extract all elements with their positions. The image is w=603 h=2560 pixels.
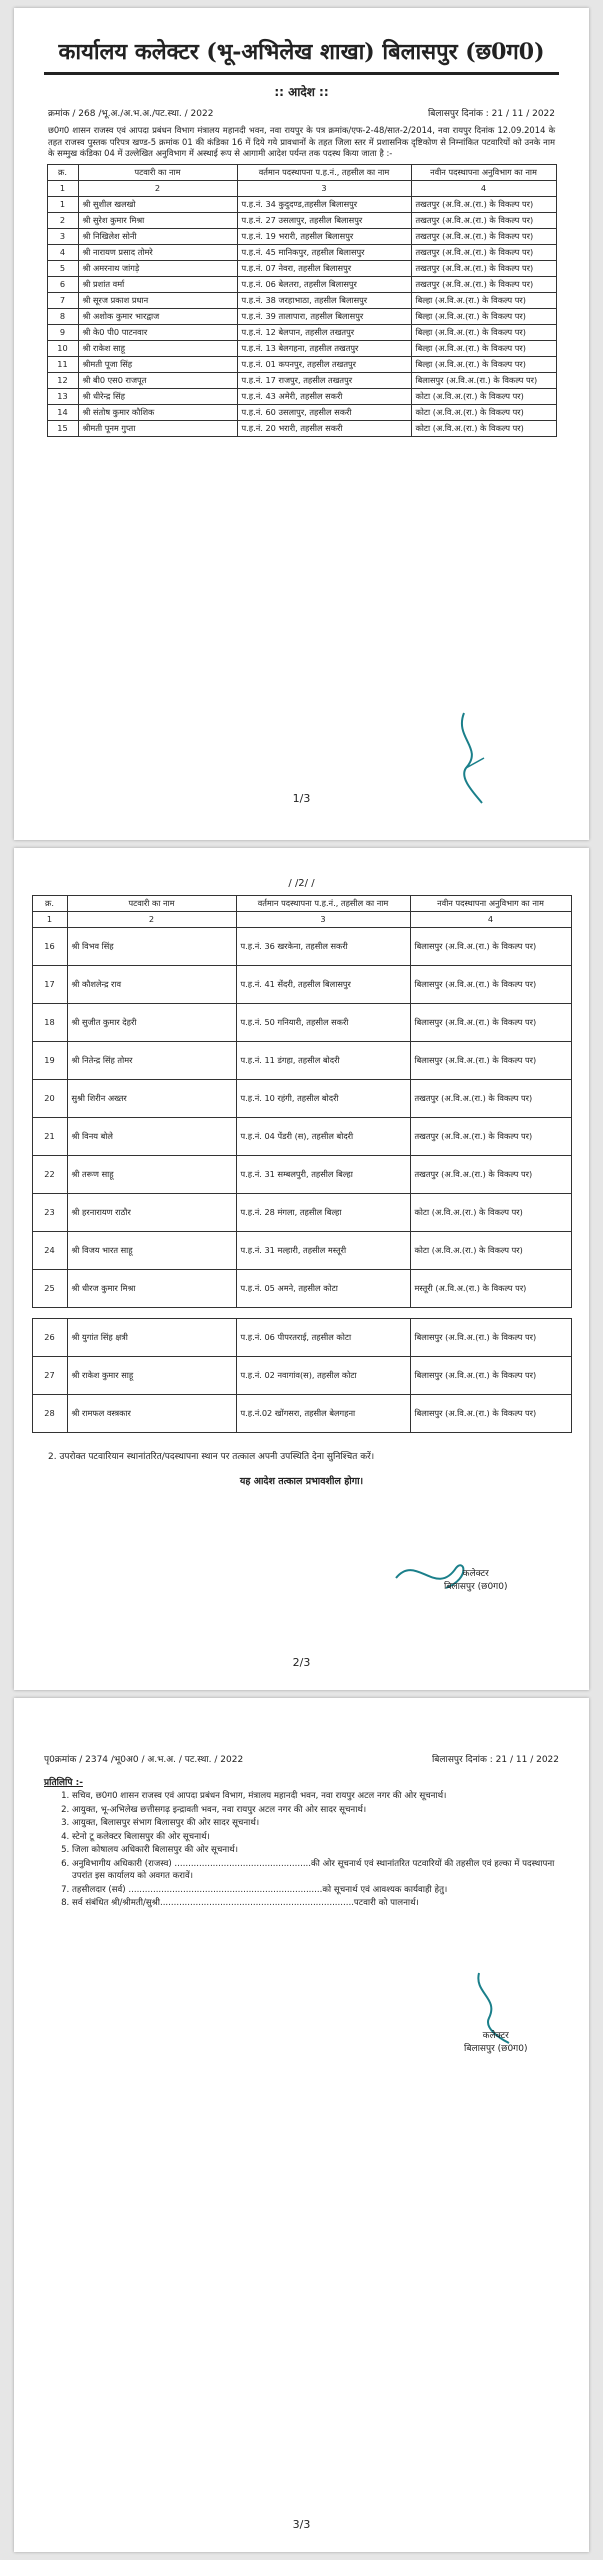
cell-serial: 12 (47, 372, 78, 388)
cell-new-posting: बिलासपुर (अ.वि.अ.(रा.) के विकल्प पर) (410, 928, 571, 966)
cell-name: श्री रामफल वस्त्रकार (67, 1395, 236, 1433)
cell-name: श्री हरनारायण राठौर (67, 1194, 236, 1232)
page-1 (14, 8, 589, 840)
cell-current-posting: प.ह.नं. 10 रहंगी, तहसील बोदरी (236, 1080, 410, 1118)
table-row (47, 244, 556, 260)
table-row (47, 404, 556, 420)
cell-current-posting: प.ह.नं. 43 अमेरी, तहसील सकरी (237, 388, 411, 404)
cell-name: श्री तरूण साहू (67, 1156, 236, 1194)
page-number: 3/3 (292, 2518, 311, 2531)
table-row (47, 292, 556, 308)
cell-new-posting: बिल्हा (अ.वि.अ.(रा.) के विकल्प पर) (411, 356, 556, 372)
cell-new-posting: बिलासपुर (अ.वि.अ.(रा.) के विकल्प पर) (410, 966, 571, 1004)
table-row (47, 420, 556, 436)
cell-current-posting: प.ह.नं. 01 कपनपुर, तहसील तखतपुर (237, 356, 411, 372)
col-header-name: पटवारी का नाम (78, 164, 237, 180)
reference-line (44, 1752, 559, 1765)
cell-name: श्री राकेश कुमार साहू (67, 1357, 236, 1395)
cell-serial: 14 (47, 404, 78, 420)
cell-new-posting: मस्तूरी (अ.वि.अ.(रा.) के विकल्प पर) (410, 1270, 571, 1308)
cell-name: श्री नारायण प्रसाद तोमरे (78, 244, 237, 260)
cell-new-posting: तखतपुर (अ.वि.अ.(रा.) के विकल्प पर) (411, 228, 556, 244)
order-heading: :: आदेश :: (274, 85, 329, 99)
cell-current-posting: प.ह.नं. 60 उसलापुर, तहसील सकरी (237, 404, 411, 420)
table-row (32, 1319, 571, 1357)
cell-new-posting: तखतपुर (अ.वि.अ.(रा.) के विकल्प पर) (411, 196, 556, 212)
table-row (47, 260, 556, 276)
cell-name: श्रीमती पूनम गुप्ता (78, 420, 237, 436)
cell-current-posting: प.ह.नं. 36 खरकेना, तहसील सकरी (236, 928, 410, 966)
col-number: 3 (237, 180, 411, 196)
table-row (32, 1080, 571, 1118)
col-header-current: वर्तमान पदस्थापना प.ह.नं., तहसील का नाम (237, 164, 411, 180)
table-row (32, 966, 571, 1004)
cell-current-posting: प.ह.नं. 02 नवागांव(स), तहसील कोटा (236, 1357, 410, 1395)
page-header: / /2/ / (288, 878, 315, 889)
cell-name: श्री सुशील खलखो (78, 196, 237, 212)
cell-current-posting: प.ह.नं. 07 नेवरा, तहसील बिलासपुर (237, 260, 411, 276)
cell-serial: 21 (32, 1118, 67, 1156)
cell-serial: 9 (47, 324, 78, 340)
cell-current-posting: प.ह.नं. 34 कुदुदण्ड,तहसील बिलासपुर (237, 196, 411, 212)
cell-name: श्री विभव सिंह (67, 928, 236, 966)
table-gap (32, 1308, 571, 1319)
cell-name: श्री युगांत सिंह क्षत्री (67, 1319, 236, 1357)
cell-new-posting: तखतपुर (अ.वि.अ.(रा.) के विकल्प पर) (411, 212, 556, 228)
table-row (47, 372, 556, 388)
cell-current-posting: प.ह.नं. 31 मल्हारी, तहसील मस्तूरी (236, 1232, 410, 1270)
col-header-new: नवीन पदस्थापना अनुविभाग का नाम (410, 896, 571, 912)
cell-serial: 20 (32, 1080, 67, 1118)
reference-number: क्रमांक / 268 /भू.अ./अ.भ.अ./पट.स्था. / 2022 (48, 109, 214, 119)
signature-block (464, 2028, 528, 2054)
signer-place: बिलासपुर (छ0ग0) (464, 2044, 528, 2054)
cell-new-posting: तखतपुर (अ.वि.अ.(रा.) के विकल्प पर) (411, 260, 556, 276)
cell-current-posting: प.ह.नं. 28 मंगला, तहसील बिल्हा (236, 1194, 410, 1232)
table-row (32, 1118, 571, 1156)
instruction-paragraph: 2. उपरोक्त पटवारियान स्थानांतरित/पदस्थापना स्थान पर तत्काल अपनी उपस्थिति देना सुनिश्चित करें। (48, 1452, 375, 1462)
cell-current-posting: प.ह.नं. 06 पीपरतराई, तहसील कोटा (236, 1319, 410, 1357)
cell-new-posting: कोटा (अ.वि.अ.(रा.) के विकल्प पर) (410, 1194, 571, 1232)
cell-serial: 18 (32, 1004, 67, 1042)
col-number: 2 (67, 912, 236, 928)
cell-current-posting: प.ह.नं. 27 उसलापुर, तहसील बिलासपुर (237, 212, 411, 228)
cell-serial: 24 (32, 1232, 67, 1270)
copy-label: प्रतिलिपि :- (44, 1778, 83, 1788)
cell-name: श्री अमरनाथ जांगड़े (78, 260, 237, 276)
cell-current-posting: प.ह.नं. 41 सेंदरी, तहसील बिलासपुर (236, 966, 410, 1004)
cell-name: श्री निखिलेश सोनी (78, 228, 237, 244)
cell-name: श्री प्रशांत वर्मा (78, 276, 237, 292)
cell-new-posting: कोटा (अ.वि.अ.(रा.) के विकल्प पर) (411, 388, 556, 404)
table-row (47, 196, 556, 212)
col-number: 1 (32, 912, 67, 928)
col-header-current: वर्तमान पदस्थापना प.ह.नं., तहसील का नाम (236, 896, 410, 912)
cell-serial: 26 (32, 1319, 67, 1357)
copy-item: 2. आयुक्त, भू-अभिलेख छत्तीसगढ़ इन्द्रावती भवन, नवा रायपुर अटल नगर की ओर सादर सूचनार्थ। (72, 1804, 559, 1817)
patwari-table-2 (32, 895, 572, 1433)
copy-item: 1. सचिव, छ0ग0 शासन राजस्व एवं आपदा प्रबंधन विभाग, मंत्रालय महानदी भवन, नवा रायपुर अटल नगर की ओर सूचनार्थ। (72, 1790, 559, 1803)
cell-name: श्री विजय भारत साहू (67, 1232, 236, 1270)
cell-serial: 27 (32, 1357, 67, 1395)
table-row (47, 228, 556, 244)
cell-name: श्री नितेन्द्र सिंह तोमर (67, 1042, 236, 1080)
cell-new-posting: कोटा (अ.वि.अ.(रा.) के विकल्प पर) (410, 1232, 571, 1270)
cell-serial: 23 (32, 1194, 67, 1232)
cell-serial: 1 (47, 196, 78, 212)
page-number: 2/3 (292, 1656, 311, 1669)
cell-name: श्री सुरेश कुमार मिश्रा (78, 212, 237, 228)
cell-new-posting: कोटा (अ.वि.अ.(रा.) के विकल्प पर) (411, 420, 556, 436)
cell-new-posting: बिल्हा (अ.वि.अ.(रा.) के विकल्प पर) (411, 308, 556, 324)
cell-new-posting: बिल्हा (अ.वि.अ.(रा.) के विकल्प पर) (411, 324, 556, 340)
signer-title: कलेक्टर (482, 2031, 509, 2041)
copy-item: 5. जिला कोषालय अधिकारी बिलासपुर की ओर सूचनार्थ। (72, 1844, 559, 1857)
table-row (32, 928, 571, 966)
cell-serial: 2 (47, 212, 78, 228)
cell-name: श्री सूरज प्रकाश प्रधान (78, 292, 237, 308)
office-title: कार्यालय कलेक्टर (भू-अभिलेख शाखा) बिलासपुर (छ0ग0) (58, 39, 545, 65)
cell-current-posting: प.ह.नं. 45 मानिकपुर, तहसील बिलासपुर (237, 244, 411, 260)
patwari-table-1 (47, 164, 557, 437)
cell-name: श्री सुजीत कुमार देहरी (67, 1004, 236, 1042)
table-row (47, 324, 556, 340)
cell-serial: 5 (47, 260, 78, 276)
cell-name: सुश्री शिरीन अख्तर (67, 1080, 236, 1118)
table-row (47, 388, 556, 404)
table-row (32, 1194, 571, 1232)
cell-current-posting: प.ह.नं. 13 बेलगहना, तहसील तखतपुर (237, 340, 411, 356)
cell-new-posting: तखतपुर (अ.वि.अ.(रा.) के विकल्प पर) (411, 244, 556, 260)
cell-serial: 15 (47, 420, 78, 436)
signer-title: कलेक्टर (462, 1569, 489, 1579)
cell-serial: 8 (47, 308, 78, 324)
copy-item: 7. तहसीलदार (सर्व) .......................................................................को सूचनार्थ एवं आवश्यक कार्यवाही हेतु। (72, 1884, 559, 1897)
cell-new-posting: तखतपुर (अ.वि.अ.(रा.) के विकल्प पर) (411, 276, 556, 292)
reference-date: बिलासपुर दिनांक : 21 / 11 / 2022 (431, 1755, 559, 1765)
col-number: 2 (78, 180, 237, 196)
cell-new-posting: बिलासपुर (अ.वि.अ.(रा.) के विकल्प पर) (411, 372, 556, 388)
copy-list (72, 1790, 559, 1910)
cell-name: श्री विनय बोले (67, 1118, 236, 1156)
cell-current-posting: प.ह.नं. 05 अमने, तहसील कोटा (236, 1270, 410, 1308)
cell-new-posting: बिलासपुर (अ.वि.अ.(रा.) के विकल्प पर) (410, 1395, 571, 1433)
col-header-serial: क्र. (47, 164, 78, 180)
cell-name: श्री राकेश साहू (78, 340, 237, 356)
col-number: 4 (410, 912, 571, 928)
cell-new-posting: बिलासपुर (अ.वि.अ.(रा.) के विकल्प पर) (410, 1042, 571, 1080)
cell-serial: 6 (47, 276, 78, 292)
cell-current-posting: प.ह.नं. 38 जरहाभाठा, तहसील बिलासपुर (237, 292, 411, 308)
cell-serial: 13 (47, 388, 78, 404)
table-row (32, 1357, 571, 1395)
cell-serial: 4 (47, 244, 78, 260)
cell-new-posting: कोटा (अ.वि.अ.(रा.) के विकल्प पर) (411, 404, 556, 420)
table-row (47, 212, 556, 228)
cell-serial: 25 (32, 1270, 67, 1308)
effective-statement: यह आदेश तत्काल प्रभावशील होगा। (239, 1476, 364, 1487)
cell-new-posting: बिलासपुर (अ.वि.अ.(रा.) के विकल्प पर) (410, 1004, 571, 1042)
col-header-name: पटवारी का नाम (67, 896, 236, 912)
table-row (32, 1042, 571, 1080)
table-row (47, 308, 556, 324)
cell-serial: 16 (32, 928, 67, 966)
table-row (32, 1270, 571, 1308)
col-header-serial: क्र. (32, 896, 67, 912)
cell-current-posting: प.ह.नं. 04 पेंडरी (स), तहसील बोदरी (236, 1118, 410, 1156)
title-underline (44, 72, 559, 75)
cell-serial: 7 (47, 292, 78, 308)
signature-block (444, 1566, 508, 1592)
reference-number: पृ0क्रमांक / 2374 /भू0अ0 / अ.भ.अ. / पट.स्था. / 2022 (44, 1755, 244, 1765)
page-2 (14, 848, 589, 1690)
cell-new-posting: तखतपुर (अ.वि.अ.(रा.) के विकल्प पर) (410, 1118, 571, 1156)
cell-name: श्री अशोक कुमार भारद्वाज (78, 308, 237, 324)
reference-line (48, 106, 555, 119)
cell-name: श्रीमती पूजा सिंह (78, 356, 237, 372)
cell-new-posting: बिलासपुर (अ.वि.अ.(रा.) के विकल्प पर) (410, 1319, 571, 1357)
table-row (47, 356, 556, 372)
col-number: 3 (236, 912, 410, 928)
col-number: 1 (47, 180, 78, 196)
cell-serial: 28 (32, 1395, 67, 1433)
cell-serial: 10 (47, 340, 78, 356)
cell-current-posting: प.ह.नं. 12 बेलपान, तहसील तखतपुर (237, 324, 411, 340)
table-row (32, 1232, 571, 1270)
cell-current-posting: प.ह.नं. 19 भरारी, तहसील बिलासपुर (237, 228, 411, 244)
cell-current-posting: प.ह.नं. 17 राजपुर, तहसील तखतपुर (237, 372, 411, 388)
col-header-new: नवीन पदस्थापना अनुविभाग का नाम (411, 164, 556, 180)
cell-current-posting: प.ह.नं.02 खोंगसरा, तहसील बेलगहना (236, 1395, 410, 1433)
cell-new-posting: बिल्हा (अ.वि.अ.(रा.) के विकल्प पर) (411, 292, 556, 308)
cell-serial: 17 (32, 966, 67, 1004)
cell-name: श्री के0 पी0 पाटनवार (78, 324, 237, 340)
cell-name: श्री धीरेन्द्र सिंह (78, 388, 237, 404)
table-row (47, 276, 556, 292)
copy-item: 3. आयुक्त, बिलासपुर संभाग बिलासपुर की ओर सादर सूचनार्थ। (72, 1817, 559, 1830)
cell-current-posting: प.ह.नं. 20 भरारी, तहसील सकरी (237, 420, 411, 436)
reference-date: बिलासपुर दिनांक : 21 / 11 / 2022 (427, 109, 555, 119)
copy-item: 4. स्टेनो टू कलेक्टर बिलासपुर की ओर सूचनार्थ। (72, 1831, 559, 1844)
cell-name: श्री धीरज कुमार मिश्रा (67, 1270, 236, 1308)
cell-serial: 19 (32, 1042, 67, 1080)
page-3 (14, 1698, 589, 2552)
cell-new-posting: बिल्हा (अ.वि.अ.(रा.) के विकल्प पर) (411, 340, 556, 356)
cell-new-posting: तखतपुर (अ.वि.अ.(रा.) के विकल्प पर) (410, 1080, 571, 1118)
table-row (47, 340, 556, 356)
cell-current-posting: प.ह.नं. 11 डंगहा, तहसील बोदरी (236, 1042, 410, 1080)
cell-serial: 3 (47, 228, 78, 244)
cell-current-posting: प.ह.नं. 50 गनियारी, तहसील सकरी (236, 1004, 410, 1042)
cell-current-posting: प.ह.नं. 39 तालापारा, तहसील बिलासपुर (237, 308, 411, 324)
copy-item: 8. सर्व संबंधित श्री/श्रीमती/सुश्री.......................................................................पटवारी को पालनार्थ। (72, 1897, 559, 1910)
cell-new-posting: बिलासपुर (अ.वि.अ.(रा.) के विकल्प पर) (410, 1357, 571, 1395)
col-number: 4 (411, 180, 556, 196)
order-paragraph: छ0ग0 शासन राजस्व एवं आपदा प्रबंधन विभाग मंत्रालय महानदी भवन, नवा रायपुर के पत्र क्रमांक/एफ-2-48/सात-2/2014, नवा रायपुर दिनांक 12.09.2014 के तहत राजस्व पुस्तक परिपत्र खण्ड-5 क्रमांक 01 की कंडिका 16 में दिये गये प्रावधानों के तहत जिला स्तर में प्रशासनिक दृष्टिकोण से निम्नांकित पटवारियों को उनके नाम के सम्मुख कंडिका 04 में उल्लेखित अनुविभाग में अस्थाई रूप से आगामी आदेश पर्यन्त तक पदस्थ किया जाता है :- (48, 125, 555, 158)
cell-serial: 22 (32, 1156, 67, 1194)
cell-name: श्री बी0 एस0 राजपूत (78, 372, 237, 388)
page-number: 1/3 (292, 792, 311, 805)
signer-place: बिलासपुर (छ0ग0) (444, 1582, 508, 1592)
cell-current-posting: प.ह.नं. 31 सम्बलपुरी, तहसील बिल्हा (236, 1156, 410, 1194)
table-row (32, 1156, 571, 1194)
cell-new-posting: तखतपुर (अ.वि.अ.(रा.) के विकल्प पर) (410, 1156, 571, 1194)
cell-name: श्री संतोष कुमार कौशिक (78, 404, 237, 420)
cell-name: श्री कौशलेन्द्र राव (67, 966, 236, 1004)
cell-serial: 11 (47, 356, 78, 372)
copy-item: 6. अनुविभागीय अधिकारी (राजस्व) ..................................................की ओर सूचनार्थ एवं स्थानांतरित पटवारियों की तहसील एवं हल्का में पदस्थापना उपरांत इस कार्यालय को अवगत करावें। (72, 1858, 559, 1883)
table-row (32, 1395, 571, 1433)
cell-current-posting: प.ह.नं. 06 बेलतरा, तहसील बिलासपुर (237, 276, 411, 292)
table-row (32, 1004, 571, 1042)
